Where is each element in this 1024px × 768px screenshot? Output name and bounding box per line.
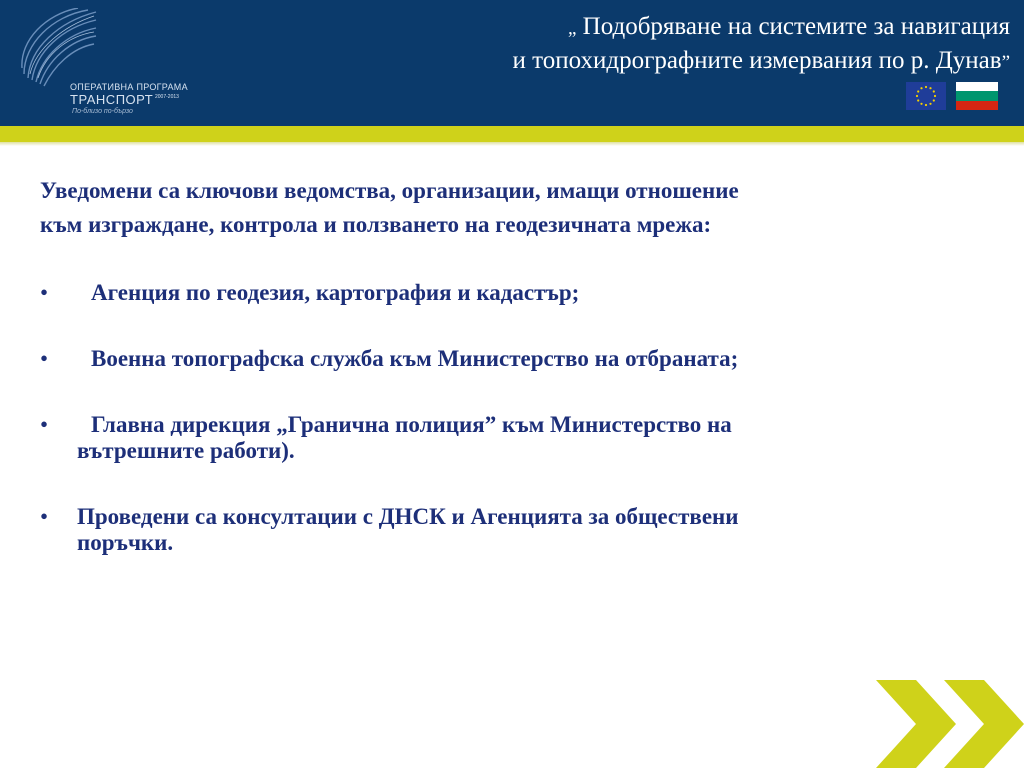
title-line-1-text: Подобряване на системите за навигация xyxy=(576,13,1010,40)
header-stripe-shadow xyxy=(0,142,1024,146)
logo-name-text: ТРАНСПОРТ xyxy=(70,92,154,107)
bullet-icon: • xyxy=(40,346,49,371)
bulgaria-flag-icon xyxy=(956,82,998,110)
bullet-list xyxy=(40,280,940,556)
header-band xyxy=(0,0,1024,126)
header-accent-stripe xyxy=(0,126,1024,142)
bullet-text-continuation: поръчки. xyxy=(77,530,174,555)
bullet-text: Главна дирекция „Гранична полиция” към Министерство на xyxy=(91,412,732,437)
eu-stars-icon xyxy=(906,82,946,110)
title-line-1 xyxy=(250,11,1010,45)
list-item xyxy=(40,504,940,556)
bullet-text: Военна топографска служба към Министерство на отбраната; xyxy=(91,346,739,371)
logo-program-text: ОПЕРАТИВНА ПРОГРАМА xyxy=(70,82,188,92)
intro-line-1: Уведомени са ключови ведомства, организации, имащи отношение xyxy=(40,178,739,203)
slide-title xyxy=(250,11,1010,79)
list-item xyxy=(40,280,940,306)
intro-line-2: към изграждане, контрола и ползването на геодезичната мрежа: xyxy=(40,212,712,237)
title-line-2-text: и топохидрографните измервания по р. Дунав xyxy=(512,47,1002,74)
bullet-text: Проведени са консултации с ДНСК и Агенцията за обществени xyxy=(77,504,739,529)
intro-paragraph xyxy=(40,174,940,242)
bullet-icon: • xyxy=(40,280,49,305)
bullet-text-continuation: вътрешните работи). xyxy=(77,438,295,463)
slide-body xyxy=(40,174,940,556)
logo-years-text: 2007-2013 xyxy=(155,94,179,100)
title-open-quote: „ xyxy=(567,18,577,39)
logo-swirl-icon xyxy=(18,8,98,88)
double-chevron-right-icon xyxy=(872,680,1024,768)
list-item xyxy=(40,412,940,464)
bullet-icon: • xyxy=(40,504,49,529)
operational-programme-transport-logo xyxy=(18,8,188,118)
eu-flag-icon xyxy=(906,82,946,110)
title-close-quote: ” xyxy=(1001,52,1010,73)
list-item xyxy=(40,346,940,372)
title-line-2 xyxy=(250,45,1010,79)
bullet-text: Агенция по геодезия, картография и кадастър; xyxy=(91,280,580,305)
bullet-icon: • xyxy=(40,412,49,437)
logo-tagline-text: По-близо по-бързо xyxy=(72,108,133,115)
